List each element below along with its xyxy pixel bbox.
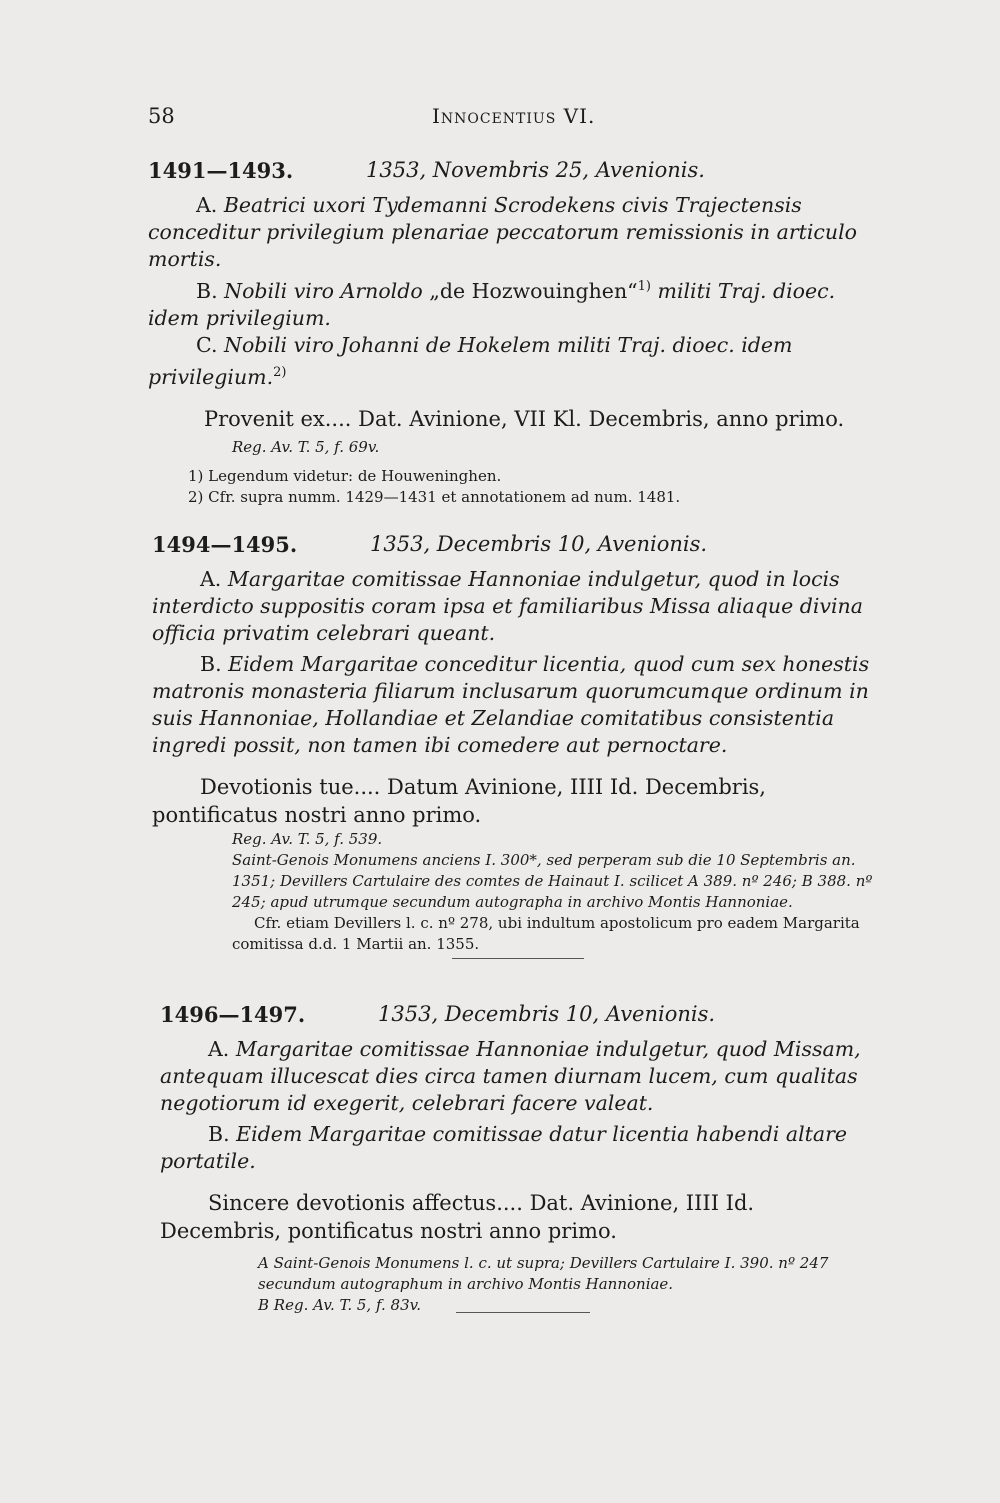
footnote-ref: 1)	[637, 279, 651, 294]
entry-1494-1495	[152, 532, 878, 955]
entry-heading	[148, 158, 878, 188]
footnote-2: 2) Cfr. supra numm. 1429—1431 et annotationem ad num. 1481.	[188, 487, 681, 506]
footnote-ref: 2)	[273, 364, 287, 380]
entry-paragraph-a: A. Margaritae comitissae Hannoniae indulgetur, quod Missam, antequam illucescat dies circa tamen diurnam lucem, cum qualitas negotiorum id exegerit, celebrari facere valeat.	[160, 1037, 861, 1115]
page-number: 58	[148, 104, 175, 128]
cross-reference-note: Cfr. etiam Devillers l. c. nº 278, ubi indultum apostolicum pro eadem Margarita comitissa d.d. 1 Martii an. 1355.	[232, 914, 860, 953]
dating-formula: Devotionis tue.... Datum Avinione, IIII Id. Decembris, pontificatus nostri anno primo.	[152, 775, 766, 827]
entry-paragraph-c: C. Nobili viro Johanni de Hokelem militi Traj. dioec. idem privilegium.$^{2)}$	[148, 332, 793, 389]
entry-paragraph-b: B. Eidem Margaritae conceditur licentia, quod cum sex honestis matronis monasteria filiarum inclusarum quorumcumque ordinum in suis Hannoniae, Hollandiae et Zelandiae comitatibus consistentia ingredi possit, non tamen ibi comedere aut pernoctare.	[152, 652, 870, 757]
register-reference: Reg. Av. T. 5, f. 69v.	[232, 437, 380, 456]
dating-formula: Provenit ex.... Dat. Avinione, VII Kl. Decembris, anno primo.	[204, 406, 845, 431]
footnote-1: 1) Legendum videtur: de Houweninghen.	[188, 466, 502, 485]
entry-number: 1494—1495.	[152, 532, 298, 557]
entry-heading	[160, 1002, 880, 1032]
running-title: Innocentius VI.	[432, 104, 596, 128]
source-note-b: B Reg. Av. T. 5, f. 83v.	[258, 1296, 422, 1314]
register-reference: Reg. Av. T. 5, f. 539.	[232, 830, 383, 848]
dating-formula: Sincere devotionis affectus.... Dat. Avinione, IIII Id. Decembris, pontificatus nostri anno primo.	[160, 1191, 755, 1243]
entry-paragraph-a: A. Margaritae comitissae Hannoniae indulgetur, quod in locis interdicto suppositis coram ipsa et familiaribus Missa aliaque divina officia privatim celebrari queant.	[152, 567, 863, 645]
entry-number: 1496—1497.	[160, 1002, 306, 1027]
entry-number: 1491—1493.	[148, 158, 294, 183]
separator-rule	[452, 958, 584, 959]
bibliographic-note: Saint-Genois Monumens anciens I. 300*, sed perperam sub die 10 Septembris an. 1351; Devillers Cartulaire des comtes de Hainaut I. scilicet A 389. nº 246; B 388. nº 245; apud utrumque secundum autographa in archivo Montis Hannoniae.	[232, 851, 873, 911]
entry-1496-1497	[160, 1002, 880, 1316]
entry-paragraph-b: B. Nobili viro Arnoldo „de Hozwouinghen“$^{1)}$ militi Traj. dioec. idem privilegium.	[148, 278, 836, 330]
entry-date: 1353, Decembris 10, Avenionis.	[370, 532, 708, 556]
entry-date: 1353, Novembris 25, Avenionis.	[366, 158, 705, 182]
entry-date: 1353, Decembris 10, Avenionis.	[378, 1002, 716, 1026]
entry-1491-1493	[148, 158, 878, 508]
entry-paragraph-a: A. Beatrici uxori Tydemanni Scrodekens civis Trajectensis conceditur privilegium plenariae peccatorum remissionis in articulo mortis.	[148, 193, 857, 271]
entry-heading	[152, 532, 878, 562]
entry-paragraph-b: B. Eidem Margaritae comitissae datur licentia habendi altare portatile.	[160, 1122, 848, 1173]
separator-rule	[456, 1312, 590, 1313]
source-note-a: A Saint-Genois Monumens l. c. ut supra; Devillers Cartulaire I. 390. nº 247 secundum autographum in archivo Montis Hannoniae.	[258, 1254, 829, 1293]
